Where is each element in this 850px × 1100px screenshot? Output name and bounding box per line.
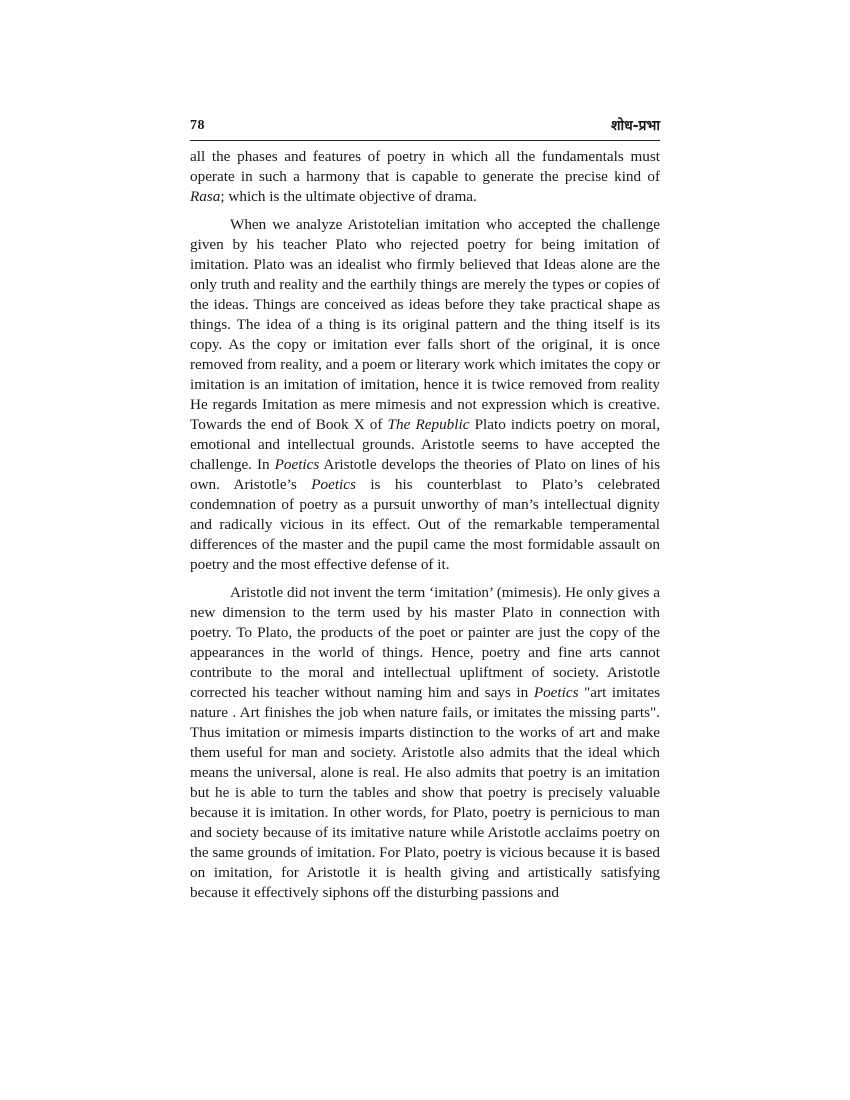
paragraph-3 <box>190 583 660 903</box>
text-run: "art imitates nature . Art finishes the job when nature fails, or imitates the missing parts". Thus imitation or mimesis imparts distinction to the works of art and make them useful for man and society. Aristotle also admits that the ideal which means the universal, alone is real. He also admits that poetry is an imitation but he is able to turn the tables and show that poetry is precisely valuable because it is imitation. In other words, for Plato, poetry is pernicious to man and society because of its imitative nature while Aristotle acclaims poetry on the same grounds of imitation. For Plato, poetry is vicious because it is based on imitation, for Aristotle it is health giving and artistically satisfying because it effectively siphons off the disturbing passions and <box>190 684 660 901</box>
italic-title-poetics: Poetics <box>533 684 579 701</box>
text-run: Aristotle did not invent the term ‘imitation’ (mimesis). He only gives a new dimension to the term used by his master Plato in connection with poetry. To Plato, the products of the poet or painter are just the copy of the appearances in the world of things. Hence, poetry and fine arts cannot contribute to the moral and intellectual upliftment of society. Aristotle corrected his teacher without naming him and says in <box>190 584 660 701</box>
italic-title-poetics: Poetics <box>274 456 320 473</box>
paragraph-1 <box>190 147 660 207</box>
text-run: Aristotle develops the theories of Plato on lines of his own. Aristotle’s <box>190 456 661 493</box>
page-number: 78 <box>190 118 205 133</box>
text-run: is his counterblast to Plato’s celebrated condemnation of poetry as a pursuit unworthy of man’s intellectual dignity and radically vicious in its effect. Out of the remarkable temperamental differences of the master and the pupil came the most formidable assault on poetry and the most effective defense of it. <box>190 476 660 573</box>
text-run: all the phases and features of poetry in which all the fundamentals must operate in such a harmony that is capable to generate the precise kind of <box>190 148 660 185</box>
text-run: ; which is the ultimate objective of drama. <box>220 188 477 205</box>
journal-title: शोध-प्रभा <box>610 118 660 134</box>
italic-title-poetics: Poetics <box>311 476 356 493</box>
text-run: Plato indicts poetry on moral, emotional and intellectual grounds. Aristotle seems to have accepted the challenge. In <box>190 416 660 473</box>
italic-title-the-republic: The Republic <box>387 416 470 433</box>
page-header <box>190 116 660 141</box>
body-text <box>190 147 660 903</box>
italic-term-rasa: Rasa <box>190 188 221 205</box>
text-run: When we analyze Aristotelian imitation who accepted the challenge given by his teacher Plato who rejected poetry for being imitation of imitation. Plato was an idealist who firmly believed that Ideas alone are the only truth and reality and the earthily things are merely the types or copies of the ideas. Things are conceived as ideas before they take practical shape as things. The idea of a thing is its original pattern and the thing itself is its copy. As the copy or imitation ever falls short of the original, it is once removed from reality, and a poem or literary work which imitates the copy or imitation is an imitation of imitation, hence it is twice removed from reality He regards Imitation as mere mimesis and not expression which is creative. Towards the end of Book X of <box>190 216 660 433</box>
paragraph-2 <box>190 215 660 575</box>
